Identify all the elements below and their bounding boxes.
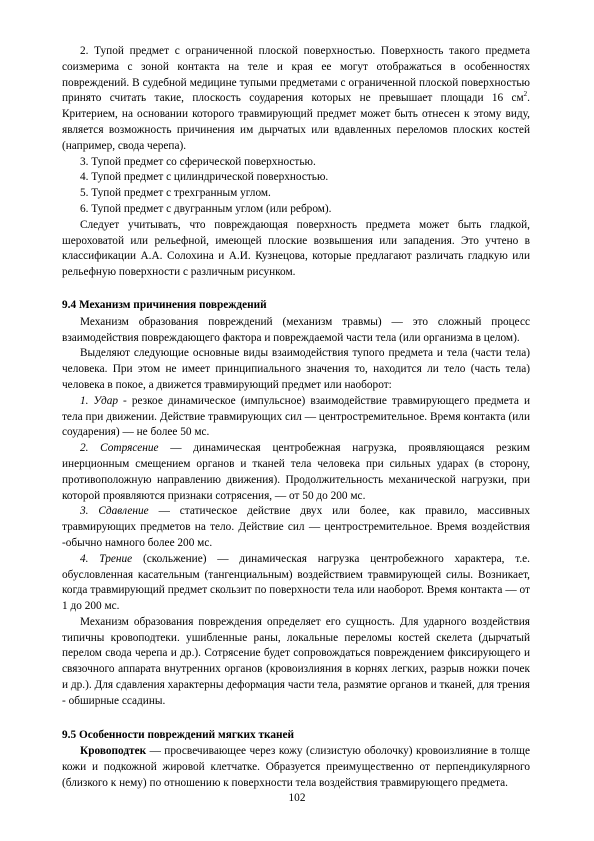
mechanism-summary-paragraph: Механизм образования повреждения определяет его сущность. Для ударного воздействия типичны кровоподтеки. ушибленные раны, локальные переломы костей скелета (дырчатый перелом свода черепа и др.). Сотрясение будет сопровождаться повреждением фиксирующего и связочного аппарата внутренних органов (кровоизлияния в корнях легких, разрыв ножки почек и др.). Для сдавления характерны деформация части тела, размятие органов и тканей, для трения - обширные ссадины. (62, 615, 530, 707)
term-concussion: 2. Сотрясение (80, 442, 159, 455)
term-friction: 4. Трение (80, 552, 133, 565)
section-heading-9-4: 9.4 Механизм причинения повреждений (62, 298, 267, 311)
interaction-type-concussion: 2. Сотрясение — динамическая центробежная нагрузка, проявляющаяся резким инерционным смещением органов и тканей тела человека при сильных ударах (в сторону, противоположную направлению движения). Продолжительность механической нагрузки, при которой проявляются признаки сотрясения, — от 50 до 200 мс. (62, 442, 531, 502)
interaction-type-friction: 4. Трение (скольжение) — динамическая нагрузка центробежного характера, т.е. обусловленная касательным (тангенциальным) воздействием травмирующей силы. Возникает, когда травмирующий предмет скользит по поверхности тела или наоборот. Время контакта — от 1 до 200 мс. (62, 552, 531, 613)
surface-note-paragraph: Следует учитывать, что повреждающая поверхность предмета может быть гладкой, шероховатой или рельефной, имеющей плоские возвышения или западения. Это учтено в классификации А.А. Солохина и А.И. Кузнецова, которые предлагают различать гладкую или рельефную поверхности с различным рисунком. (62, 218, 530, 279)
list-item-6: 6. Тупой предмет с двугранным углом (или ребром). (80, 202, 332, 215)
interaction-type-compression: 3. Сдавление — статическое действие двух или более, как правило, массивных травмирующих предметов на тело. Действие сил — центростремительное. Время воздействия -обычно намного более 200 мс. (62, 505, 530, 549)
interaction-type-impact: 1. Удар - резкое динамическое (импульсное) взаимодействие травмирующего предмета и тела при движении. Действие травмирующих сил — центростремительное. Время контакта (или соударения) — не более 50 мс. (62, 394, 530, 439)
bruise-definition-paragraph: Кровоподтек — просвечивающее через кожу (слизистую оболочку) кровоизлияние в толще кожи и подкожной жировой клетчатке. Образуется преимущественно от перпендикулярного (близкого к нему) по отношению к поверхности тела воздействия травмирующего предмета. (62, 745, 530, 790)
list-item-5: 5. Тупой предмет с трехгранным углом. (80, 187, 271, 200)
mechanism-definition-paragraph: Механизм образования повреждений (механизм травмы) — это сложный процесс взаимодействия повреждающего фактора и повреждаемой части тела (или организма в целом). (62, 315, 530, 344)
term-bruise: Кровоподтек (80, 745, 147, 758)
paragraph-item-2: 2. Тупой предмет с ограниченной плоской поверхностью. Поверхность такого предмета соизмерима с зоной контакта на теле и края ее могут отображаться в особенностях повреждений. В судебной медицине тупыми предметами с ограниченной плоской поверхностью принято считать такие, плоскость соударения которых не превышает площади 16 $см^2$. Критерием, на основании которого травмирующий предмет может быть отнесен к этому виду, является возможность причинения им дырчатых или вдавленных переломов плоских костей (например, свода черепа). (62, 45, 530, 152)
page-number: 102 (288, 792, 306, 804)
page-body (62, 44, 530, 792)
section-heading-9-5: 9.5 Особенности повреждений мягких тканей (62, 728, 295, 741)
interaction-types-intro: Выделяют следующие основные виды взаимодействия тупого предмета и тела (части тела) человека. При этом не имеет принципиального значения то, находится ли тело (часть тела) человека в покое, а движется травмирующий предмет или наоборот: (62, 347, 530, 391)
term-impact: 1. Удар (80, 394, 118, 407)
list-item-3: 3. Тупой предмет со сферической поверхностью. (80, 155, 316, 168)
term-compression: 3. Сдавление (80, 505, 149, 518)
list-item-4: 4. Тупой предмет с цилиндрической поверхностью. (80, 171, 329, 184)
